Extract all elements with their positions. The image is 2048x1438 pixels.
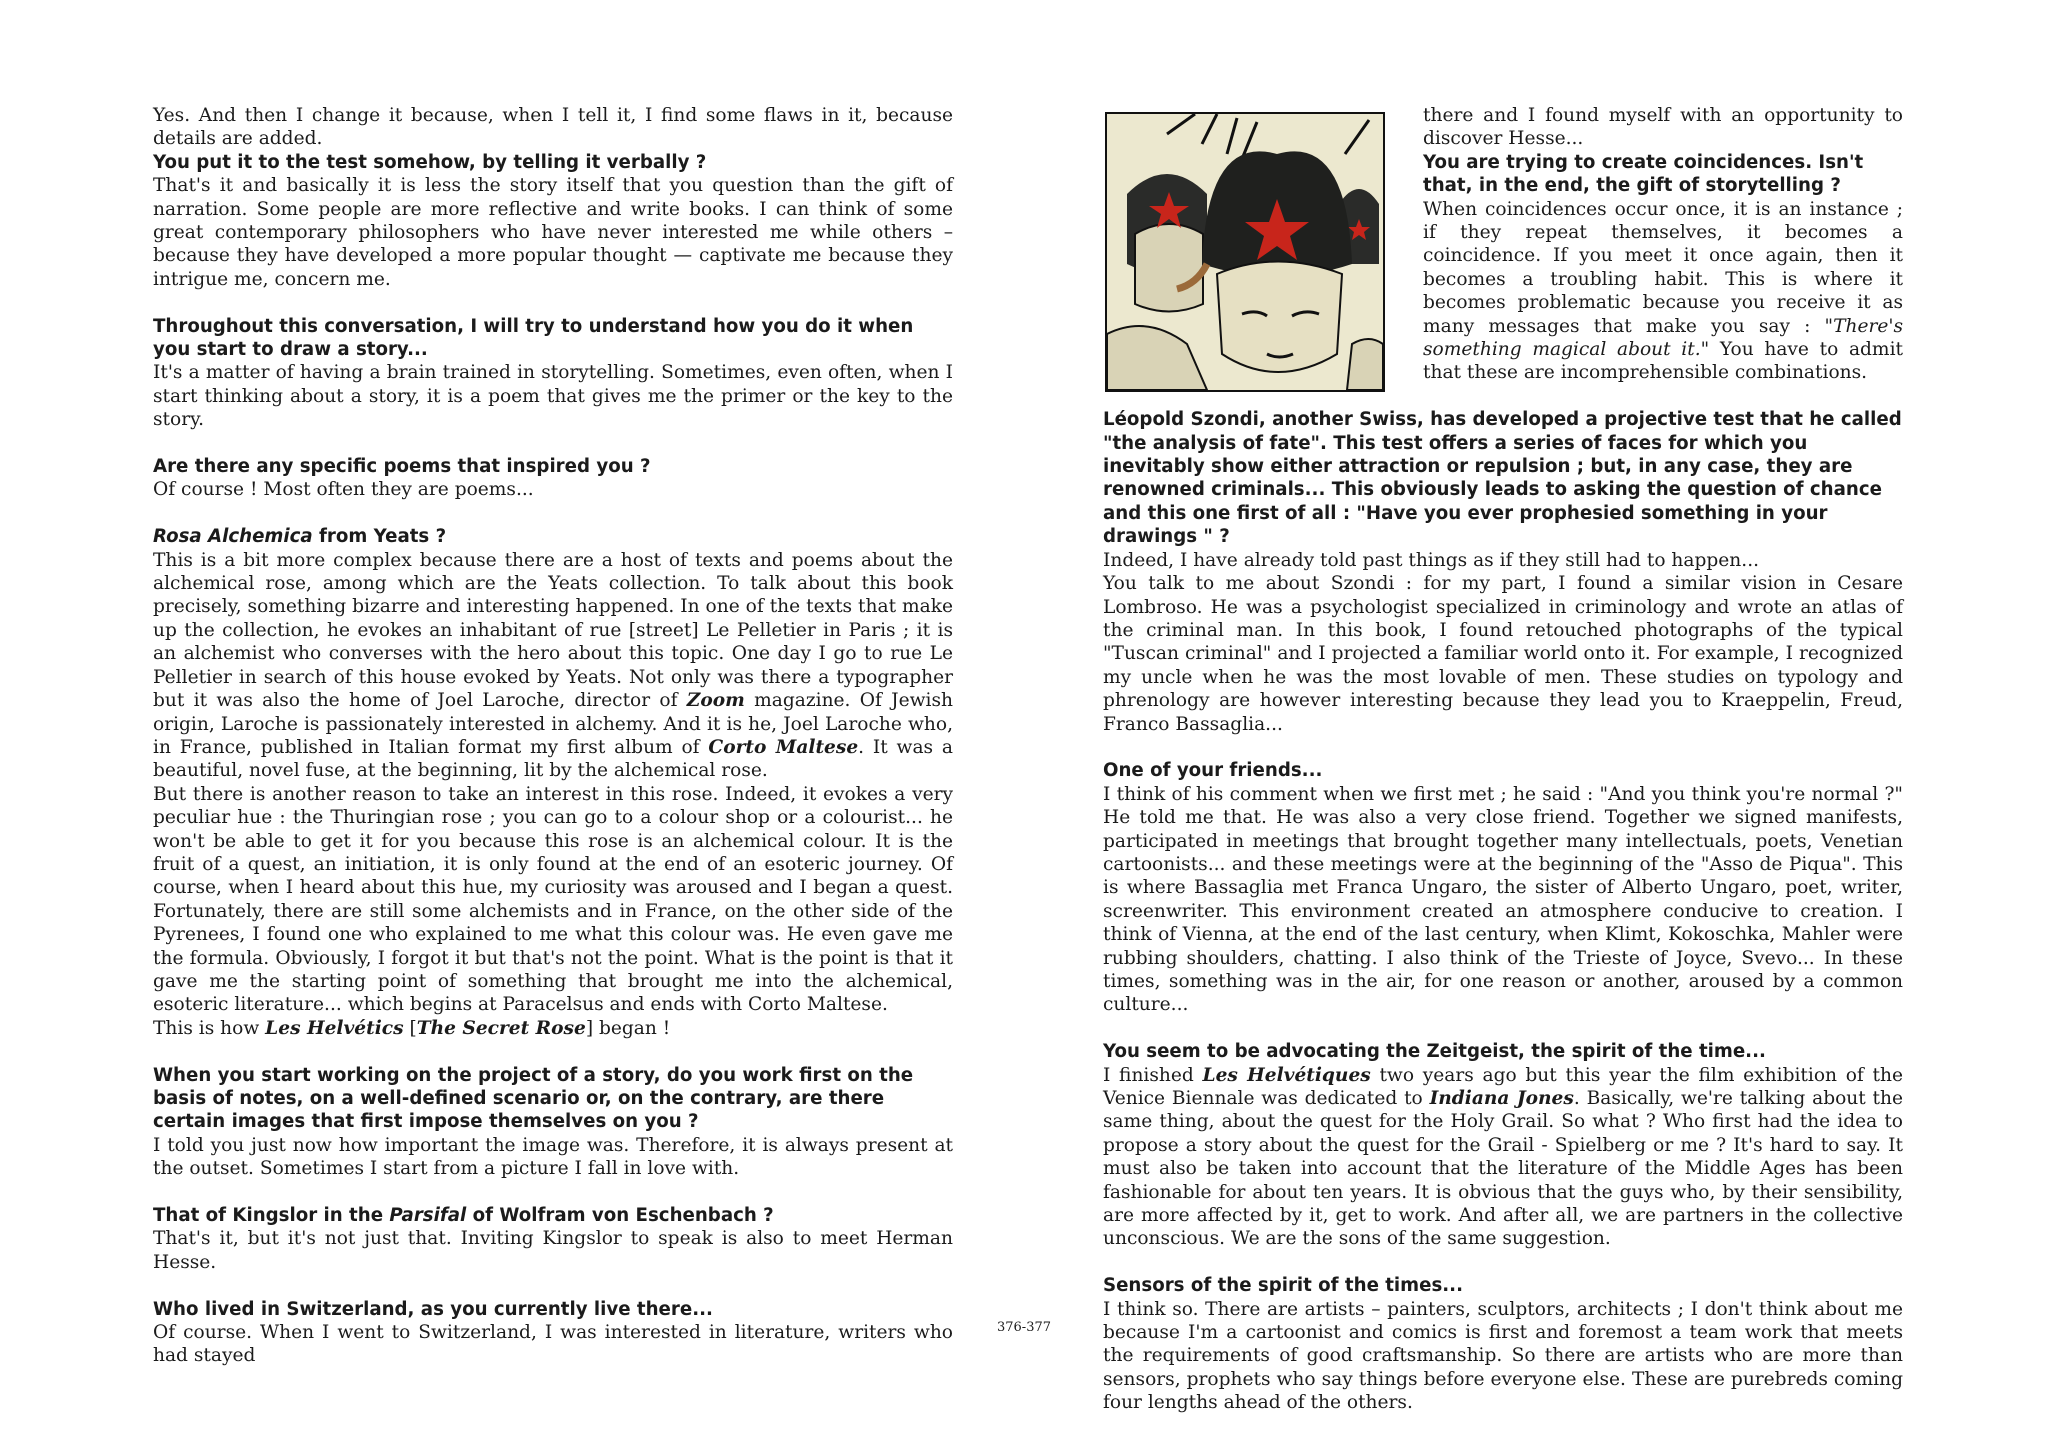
answer: It's a matter of having a brain trained in storytelling. Sometimes, even often, when I start thinking about a story, it is a poem that gives me the primer or the key to the story. — [153, 362, 953, 431]
title-indiana-jones: Indiana Jones — [1429, 1088, 1574, 1110]
text-run: . Basically, we're talking about the same thing, about the quest for the Holy Grail. So what ? Who first had the idea to propose a story about the quest for the Grail - Spielberg or me ? It's hard to say. It must also be taken into account that the literature of the Middle Ages has been fashionable for about ten years. It is obvious that the guys who, by their sensibility, are more affected by it, get to work. And after all, we are partners in the collective unconscious. We are the sons of the same suggestion. — [1103, 1088, 1903, 1250]
question: When you start working on the project of a story, do you work first on the basis of notes, on a well-defined scenario or, on the contrary, are there certain images that first impose themselves on you ? — [153, 1064, 914, 1133]
question-rest: from Yeats ? — [312, 526, 447, 548]
qa-project-of-story — [153, 1064, 953, 1181]
answer: Of course. When I went to Switzerland, I was interested in literature, writers who had stayed — [153, 1322, 953, 1367]
text-run: This is how — [153, 1017, 266, 1039]
title-secret-rose: The Secret Rose — [416, 1017, 586, 1039]
qa-zeitgeist — [1103, 1040, 1903, 1251]
question — [153, 525, 953, 548]
answer-paragraph-1: Indeed, I have already told past things as if they still had to happen... — [1103, 549, 1760, 571]
text-run: That of Kingslor in the — [153, 1205, 390, 1227]
title-corto-maltese: Corto Maltese — [708, 736, 859, 758]
title-les-helvetiques: Les Helvétiques — [1202, 1064, 1371, 1086]
qa-one-of-your-friends — [1103, 759, 1903, 1016]
answer: I think so. There are artists – painters, sculptors, architects ; I don't think about me because I'm a cartoonist and comics is first and foremost a team work that meets the requirements of good craftsmanship. So there are artists who are more than sensors, prophets who say things before everyone else. These are purebreds coming four lengths ahead of the others. — [1103, 1298, 1903, 1414]
question: Sensors of the spirit of the times... — [1103, 1275, 1464, 1297]
text-run: You have to admit that these are incomprehensible combinations. — [1423, 339, 1903, 384]
left-intro-paragraph: Yes. And then I change it because, when I tell it, I find some flaws in it, because details are added. — [153, 105, 953, 150]
text-run: I finished — [1103, 1064, 1203, 1086]
text-run: This is a bit more complex because there are a host of texts and poems about the alchemical rose, among which are the Yeats collection. To talk about this book precisely, something bizarre and interesting happened. In one of the texts that make up the collection, he evokes an inhabitant of rue [street] Le Pelletier in Paris ; it is an alchemist who converses with the hero about this topic. One day I go to rue Le Pelletier in search of this house evoked by Yeats. Not only was there a typographer but it was also the home of Joel Laroche, director of — [153, 549, 953, 712]
text-run: of Wolfram von Eschenbach ? — [466, 1205, 774, 1227]
soldiers-drawing — [1107, 114, 1383, 390]
page-number: 376-377 — [996, 1320, 1052, 1335]
question: Are there any specific poems that inspired you ? — [153, 456, 651, 478]
qa-szondi — [1103, 408, 1903, 736]
answer — [1103, 1064, 1903, 1251]
qa-specific-poems — [153, 455, 953, 502]
question-title-italic: Rosa Alchemica — [153, 526, 313, 548]
text-run: magazine. Of Jewish origin, Laroche is passionately interested in alchemy. And it is he, Joel Laroche who, in France, published in Italian format my first album of — [153, 690, 954, 758]
question: Léopold Szondi, another Swiss, has developed a projective test that he called "the analysis of fate". This test offers a series of faces for which you inevitably show either attraction or repulsion ; but, in any case, they are renowned criminals... This obviously leads to asking the question of chance and this one first of all : "Have you ever prophesied something in your drawings " ? — [1103, 409, 1902, 548]
title-zoom: Zoom — [686, 690, 745, 712]
answer-paragraph-2: But there is another reason to take an interest in this rose. Indeed, it evokes a very peculiar hue : the Thuringian rose ; you can go to a colour shop or a colourist... he won't be able to get it for you because this rose is an alchemical colour. It is the fruit of a quest, an initiation, it is only found at the end of an esoteric journey. Of course, when I heard about this hue, my curiosity was aroused and I began a quest. Fortunately, there are still some alchemists and in France, on the other side of the Pyrenees, I found one who explained to me what this colour was. He even gave me the formula. Obviously, I forgot it but that's not the point. What is the point is that it gave me the starting point of something that brought me into the alchemical, esoteric literature... which begins at Paracelsus and ends with Corto Maltese. — [153, 783, 953, 1016]
quote-magical: "There's something magical about it." — [1423, 315, 1903, 361]
title-parsifal: Parsifal — [389, 1205, 467, 1227]
answer: That's it and basically it is less the story itself that you question than the gift of narration. Some people are more reflective and write books. I can think of some great contemporary philosophers who have never interested me while others – because they have developed a more popular thought — captivate me because they intrigue me, concern me. — [153, 175, 953, 290]
answer: That's it, but it's not just that. Inviting Kingslor to speak is also to meet Herman Hesse. — [153, 1228, 953, 1273]
left-column — [153, 104, 953, 1391]
qa-rosa-alchemica — [153, 525, 953, 1040]
answer-paragraph-2: You talk to me about Szondi : for my part, I found a similar vision in Cesare Lombroso. He was a psychologist specialized in criminology and wrote an atlas of the criminal man. In this book, I found retouched photographs of the typical "Tuscan criminal" and I projected a familiar world onto it. For example, I recognized my uncle when he was the most lovable of men. These studies on typology and phrenology are however interesting because they lead you to Kraeppelin, Freud, Franco Bassaglia... — [1103, 573, 1903, 735]
qa-kingslor — [153, 1204, 953, 1274]
answer: I think of his comment when we first met ; he said : "And you think you're normal ?" He told me that. He was also a very close friend. Together we signed manifests, participated in meetings that brought together many intellectuals, poets, Venetian cartoonists... and these meetings were at the beginning of the "Asso de Piqua". This is where Bassaglia met Franca Ungaro, the sister of Alberto Ungaro, poet, writer, screenwriter. This environment created an atmosphere conducive to creation. I think of Vienna, at the end of the last century, when Klimt, Kokoschka, Mahler were rubbing shoulders, chatting. I also think of the Trieste of Joyce, Svevo... In these times, something was in the air, for one reason or another, aroused by a common culture... — [1103, 783, 1903, 1016]
answer: I told you just now how important the image was. Therefore, it is always present at the outset. Sometimes I start from a picture I fall in love with. — [153, 1134, 953, 1180]
question: Who lived in Switzerland, as you currently live there... — [153, 1298, 713, 1320]
text-run: . It was a beautiful, novel fuse, at the beginning, lit by the alchemical rose. — [153, 736, 953, 782]
text-run: ] began ! — [585, 1017, 671, 1039]
text-run: [ — [403, 1017, 417, 1039]
qa-draw-story — [153, 315, 953, 432]
question: Throughout this conversation, I will try to understand how you do it when you start to draw a story... — [153, 315, 914, 361]
text-run: When coincidences occur once, it is an instance ; if they repeat themselves, it becomes a coincidence. If you meet it once again, then it becomes a troubling habit. This is where it becomes problematic because you receive it as many messages that make you say : — [1423, 198, 1903, 337]
qa-test-verbally — [153, 151, 953, 291]
question: You are trying to create coincidences. Isn't that, in the end, the gift of storytelling ? — [1423, 151, 1864, 197]
answer-paragraph-1 — [153, 549, 953, 783]
qa-sensors — [1103, 1274, 1903, 1414]
question — [153, 1204, 953, 1227]
answer: Of course ! Most often they are poems... — [153, 479, 534, 501]
title-les-helvetics: Les Helvétics — [265, 1017, 404, 1039]
right-column — [1103, 104, 1903, 1438]
question: One of your friends... — [1103, 760, 1323, 782]
text-run: two years ago but this year the film exhibition of the Venice Biennale was dedicated to — [1103, 1064, 1903, 1110]
question: You put it to the test somehow, by telling it verbally ? — [153, 151, 707, 173]
question: You seem to be advocating the Zeitgeist, the spirit of the time... — [1103, 1041, 1766, 1063]
answer-paragraph-3 — [153, 1017, 953, 1040]
right-intro-paragraph: there and I found myself with an opportunity to discover Hesse... — [1423, 105, 1903, 150]
comic-panel-illustration — [1105, 112, 1385, 392]
